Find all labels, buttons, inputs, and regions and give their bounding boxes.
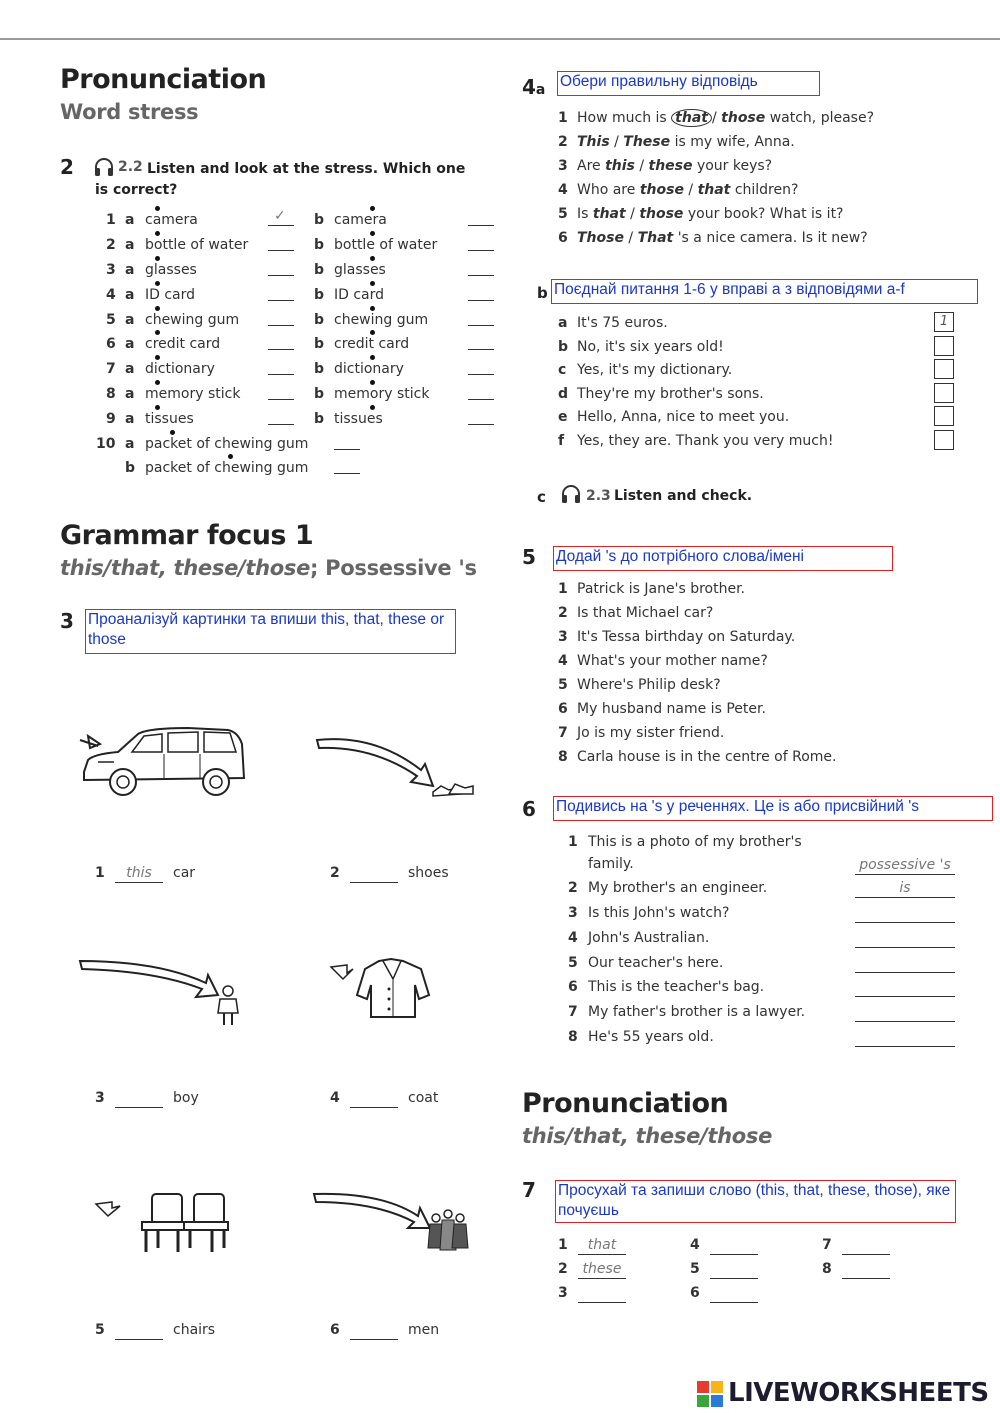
ex5-item-number: 4: [558, 653, 568, 669]
ex5-item-number: 7: [558, 725, 568, 741]
ex2-letter-b: b: [314, 287, 325, 303]
ex2-letter-a: a: [125, 411, 135, 427]
ex2-option-a: ID card: [145, 287, 196, 303]
ex2-item-number: 6: [106, 336, 116, 352]
ex4a-item-text: 's a nice camera. Is it new?: [673, 230, 868, 246]
ex5-item-number: 2: [558, 605, 568, 621]
ex4a-separator: /: [609, 134, 624, 150]
ex4a-number: 4a: [522, 75, 546, 99]
ex2-item-number: 10: [96, 436, 116, 452]
ex7-item-number: 6: [690, 1285, 700, 1301]
ex3-item-word: car: [173, 865, 196, 881]
ex6-item-number: 4: [568, 930, 578, 946]
ex6-item-text: My father's brother is a lawyer.: [588, 1004, 806, 1020]
ex2-option-b: tissues: [334, 411, 383, 427]
stress-dot: [370, 306, 375, 311]
ex6-answer-input[interactable]: [855, 955, 955, 973]
ex3-item-word: men: [408, 1322, 440, 1338]
ex4a-item-number: 2: [558, 134, 568, 150]
ex2-answer-a[interactable]: [268, 348, 294, 350]
ex5-item-text[interactable]: Carla house is in the centre of Rome.: [577, 749, 837, 765]
arrow-to-men-picture: [312, 1186, 472, 1266]
ex2-item-number: 2: [106, 237, 116, 253]
ex7-item-number: 8: [822, 1261, 832, 1277]
ex2-option-a: camera: [145, 212, 198, 228]
arrow-to-shoes-picture: [315, 730, 475, 800]
ex3-item-number: 2: [330, 865, 340, 881]
ex2-item-number: 5: [106, 312, 116, 328]
ex6-item-text: This is a photo of my brother's: [588, 834, 802, 850]
ex6-item-text: Our teacher's here.: [588, 955, 724, 971]
ex4b-item-text: They're my brother's sons.: [577, 385, 764, 402]
ex3-item-number: 6: [330, 1322, 340, 1338]
ex4a-item-text: your book? What is it?: [683, 206, 844, 222]
ex2-option-b: credit card: [334, 336, 410, 352]
ex2-letter-a: a: [125, 361, 135, 377]
ex4a-separator: /: [623, 230, 638, 246]
ex2-answer-b[interactable]: [468, 274, 494, 276]
stress-dot: [155, 330, 160, 335]
ex4b-item-letter: b: [558, 338, 569, 355]
ex2-option-b: ID card: [334, 287, 385, 303]
ex4a-item: [577, 110, 874, 126]
ex4a-item-text: Who are: [577, 182, 640, 198]
arrow-to-boy-picture: [78, 955, 248, 1030]
ex7-instruction-field[interactable]: Просухай та запиши слово (this, that, these, those), яке почуєшь: [555, 1180, 956, 1223]
ex2-number: 2: [60, 155, 74, 179]
ex3-item-number: 3: [95, 1090, 105, 1106]
ex2-audio-track: 2.2: [118, 159, 143, 175]
top-rule: [0, 38, 1000, 40]
ex4b-answer-box[interactable]: [934, 406, 954, 426]
ex3-item-word: chairs: [173, 1322, 216, 1338]
ex2-letter-a: a: [125, 212, 135, 228]
ex6-answer-input[interactable]: [855, 979, 955, 997]
ex6-item-text-cont: family.: [588, 856, 634, 872]
ex2-letter-b: b: [125, 460, 136, 476]
ex2-letter-b: b: [314, 411, 325, 427]
ex2-letter-b: b: [314, 212, 325, 228]
ex4a-item-text: children?: [730, 182, 799, 198]
ex4a-instruction-field[interactable]: Обери правильну відповідь: [557, 71, 820, 96]
ex4a-item: [577, 182, 798, 198]
ex4a-option-1[interactable]: that: [592, 206, 626, 222]
ex4a-option-2[interactable]: these: [648, 158, 693, 174]
stress-dot: [155, 380, 160, 385]
ex5-item-text[interactable]: Is that Michael car?: [577, 605, 714, 621]
ex4a-item-number: 5: [558, 206, 568, 222]
ex2-letter-b: b: [314, 237, 325, 253]
ex5-item-text[interactable]: Jo is my sister friend.: [577, 725, 725, 741]
ex4b-item-text: Hello, Anna, nice to meet you.: [577, 409, 790, 425]
ex4a-item: [577, 230, 868, 246]
ex4b-answer-box[interactable]: [934, 430, 954, 450]
ex2-option-a: glasses: [145, 262, 197, 278]
ex2-answer-a[interactable]: [268, 324, 294, 326]
pronunciation-2-subtitle: this/that, these/those: [522, 1124, 773, 1148]
ex3-answer-input[interactable]: [115, 1322, 163, 1340]
ex4a-item: [577, 134, 795, 150]
ex7-item-number: 7: [822, 1237, 832, 1253]
ex2-option-b: dictionary: [334, 361, 404, 377]
ex5-item-number: 1: [558, 581, 568, 597]
ex2-answer-b[interactable]: [334, 472, 360, 474]
ex2-option-b: camera: [334, 212, 387, 228]
stress-dot: [155, 231, 160, 236]
liveworksheets-logo-icon: [697, 1381, 723, 1407]
stress-dot: [370, 206, 375, 211]
ex2-item-number: 3: [106, 262, 116, 278]
ex2-item-number: 9: [106, 411, 116, 427]
ex4a-item-text: watch, please?: [765, 110, 875, 126]
ex4a-option-2[interactable]: those: [721, 110, 766, 126]
ex3-answer-input[interactable]: [350, 865, 398, 883]
stress-dot: [155, 355, 160, 360]
ex4c-instruction: Listen and check.: [614, 488, 753, 504]
ex5-item-text[interactable]: Where's Philip desk?: [577, 677, 721, 693]
stress-dot: [155, 206, 160, 211]
ex5-item-text[interactable]: What's your mother name?: [577, 653, 768, 669]
ex6-item-text: Is this John's watch?: [588, 905, 730, 921]
ex4a-item-number: 4: [558, 182, 568, 198]
ex4a-item-text: is my wife, Anna.: [670, 134, 795, 150]
ex4a-item-number: 3: [558, 158, 568, 174]
ex2-letter-a: a: [125, 287, 135, 303]
grammar-focus-title: Grammar focus 1: [60, 520, 314, 551]
ex4b-item-text: Yes, it's my dictionary.: [577, 362, 733, 378]
ex4c-audio-track: 2.3: [586, 488, 611, 504]
ex4a-separator: /: [634, 158, 649, 174]
ex4b-item-text: It's 75 euros.: [577, 315, 668, 331]
ex6-item-number: 3: [568, 905, 578, 921]
ex5-item-number: 5: [558, 677, 568, 693]
ex7-answer-input[interactable]: [842, 1237, 890, 1255]
ex2-option-a: bottle of water: [145, 237, 249, 253]
ex6-item-number: 7: [568, 1004, 578, 1020]
ex4b-answer-box[interactable]: [934, 383, 954, 403]
headphones-icon: [560, 484, 582, 504]
ex4b-answer-box[interactable]: [934, 336, 954, 356]
ex6-item-text: He's 55 years old.: [588, 1029, 714, 1045]
ex2-option-a: chewing gum: [145, 312, 240, 328]
ex2-answer-b[interactable]: [468, 299, 494, 301]
stress-dot: [370, 330, 375, 335]
ex2-instruction: Listen and look at the stress. Which one is correct?: [95, 161, 466, 198]
pronunciation-title: Pronunciation: [60, 64, 267, 95]
stress-dot: [370, 256, 375, 261]
coat-picture: [325, 955, 435, 1030]
ex7-answer-input[interactable]: [710, 1261, 758, 1279]
ex2-option-b: chewing gum: [334, 312, 429, 328]
ex6-answer-input[interactable]: [855, 1029, 955, 1047]
ex2-option-a: credit card: [145, 336, 221, 352]
ex5-item-text[interactable]: It's Tessa birthday on Saturday.: [577, 629, 796, 645]
ex5-number: 5: [522, 545, 536, 569]
ex5-item-number: 3: [558, 629, 568, 645]
ex4b-item-letter: a: [558, 315, 568, 331]
ex7-item-number: 5: [690, 1261, 700, 1277]
ex2-option-a: memory stick: [145, 386, 241, 402]
pronunciation-subtitle: Word stress: [60, 100, 199, 124]
ex2-letter-b: b: [314, 336, 325, 352]
ex7-answer-input[interactable]: that: [578, 1237, 626, 1255]
ex2-answer-b[interactable]: [468, 373, 494, 375]
ex2-answer-a[interactable]: [268, 398, 294, 400]
ex7-item-number: 3: [558, 1285, 568, 1301]
ex6-answer-input[interactable]: possessive 's: [855, 857, 955, 875]
ex2-answer-b[interactable]: [468, 348, 494, 350]
ex2-option-b: memory stick: [334, 386, 430, 402]
ex6-item-text: This is the teacher's bag.: [588, 979, 765, 995]
ex2-item-number: 1: [106, 212, 116, 228]
ex4a-option-2[interactable]: That: [637, 230, 674, 246]
ex4a-option-1[interactable]: that: [671, 109, 712, 127]
ex2-answer-a[interactable]: [268, 423, 294, 425]
ex3-item-number: 5: [95, 1322, 105, 1338]
ex6-item-text: John's Australian.: [588, 930, 710, 946]
ex2-answer-b[interactable]: [468, 324, 494, 326]
ex5-item-text[interactable]: My husband name is Peter.: [577, 701, 766, 717]
ex2-letter-a: a: [125, 312, 135, 328]
ex4a-separator: /: [683, 182, 698, 198]
ex2-answer-b[interactable]: [468, 224, 494, 226]
ex2-letter-a: a: [125, 386, 135, 402]
chairs-picture: [92, 1188, 242, 1258]
ex2-answer-b[interactable]: [468, 423, 494, 425]
ex2-answer-a[interactable]: [334, 448, 360, 450]
ex7-answer-input[interactable]: [710, 1285, 758, 1303]
ex3-item-number: 1: [95, 865, 105, 881]
liveworksheets-logo[interactable]: LIVEWORKSHEETS: [728, 1378, 989, 1408]
ex4b-item-letter: c: [558, 362, 567, 378]
ex2-answer-a[interactable]: [268, 249, 294, 251]
ex4a-option-2[interactable]: These: [623, 134, 671, 150]
grammar-focus-subtitle: this/that, these/those; Possessive 's: [60, 556, 477, 580]
stress-dot: [370, 281, 375, 286]
stress-dot: [370, 405, 375, 410]
ex5-item-number: 6: [558, 701, 568, 717]
ex7-answer-input[interactable]: these: [578, 1261, 626, 1279]
ex4a-item-text: your keys?: [692, 158, 773, 174]
ex2-option-b: bottle of water: [334, 237, 438, 253]
ex4b-item-letter: f: [558, 432, 565, 449]
ex2-option-a: tissues: [145, 411, 194, 427]
stress-dot: [155, 256, 160, 261]
stress-dot: [155, 405, 160, 410]
ex2-letter-a: a: [125, 262, 135, 278]
ex2-item-number: 4: [106, 287, 116, 303]
ex2-answer-a[interactable]: [268, 299, 294, 301]
ex3-item-word: coat: [408, 1090, 439, 1106]
ex5-item-number: 8: [558, 749, 568, 765]
ex6-number: 6: [522, 797, 536, 821]
ex6-answer-input[interactable]: [855, 930, 955, 948]
ex2-option-b: packet of chewing gum: [145, 460, 309, 476]
ex4a-item-text: Is: [577, 206, 593, 222]
ex7-answer-input[interactable]: [842, 1261, 890, 1279]
ex4a-item-text: Are: [577, 158, 606, 174]
ex4a-item: [577, 158, 772, 174]
ex6-answer-input[interactable]: [855, 905, 955, 923]
ex2-item-number: 7: [106, 361, 116, 377]
ex4c-letter: c: [537, 488, 546, 506]
ex2-answer-b[interactable]: [468, 398, 494, 400]
ex7-item-number: 2: [558, 1261, 568, 1277]
ex4a-separator: /: [711, 110, 722, 126]
ex4a-option-1[interactable]: This: [577, 134, 610, 150]
ex4a-item: [577, 206, 844, 222]
ex2-option-a: packet of chewing gum: [145, 436, 309, 452]
ex4b-item-text: Yes, they are. Thank you very much!: [577, 432, 834, 449]
stress-dot: [155, 306, 160, 311]
ex4b-letter: b: [537, 284, 548, 302]
ex6-item-text: My brother's an engineer.: [588, 880, 768, 896]
check-mark-icon: ✓: [274, 208, 286, 224]
ex4b-item-letter: d: [558, 385, 569, 402]
ex4a-option-1[interactable]: Those: [577, 230, 624, 246]
stress-dot: [170, 430, 175, 435]
ex3-instruction-field[interactable]: Проаналізуй картинки та впиши this, that, these or those: [85, 609, 456, 654]
ex2-item-number: 8: [106, 386, 116, 402]
ex6-instruction-field[interactable]: Подивись на 's у реченнях. Це is або присвійний 's: [553, 796, 993, 821]
ex4a-separator: /: [625, 206, 640, 222]
ex4a-option-2[interactable]: those: [639, 206, 684, 222]
ex4a-item-text: How much is: [577, 110, 672, 126]
ex2-letter-b: b: [314, 386, 325, 402]
stress-dot: [370, 231, 375, 236]
ex4a-option-1[interactable]: this: [605, 158, 635, 174]
car-picture: [78, 722, 248, 802]
ex6-answer-input[interactable]: [855, 1004, 955, 1022]
ex3-answer-input[interactable]: [350, 1322, 398, 1340]
ex7-item-number: 4: [690, 1237, 700, 1253]
ex2-letter-b: b: [314, 361, 325, 377]
ex4a-option-2[interactable]: that: [697, 182, 731, 198]
ex4a-item-number: 6: [558, 230, 568, 246]
ex6-item-number: 5: [568, 955, 578, 971]
ex7-item-number: 1: [558, 1237, 568, 1253]
ex3-item-word: shoes: [408, 865, 449, 881]
ex4a-option-1[interactable]: those: [639, 182, 684, 198]
stress-dot: [370, 380, 375, 385]
ex4b-answer-box[interactable]: 1: [934, 312, 954, 332]
ex6-answer-input[interactable]: is: [855, 880, 955, 898]
ex6-item-number: 2: [568, 880, 578, 896]
ex3-item-number: 4: [330, 1090, 340, 1106]
ex5-item-text[interactable]: Patrick is Jane's brother.: [577, 581, 745, 597]
ex2-answer-a[interactable]: [268, 224, 294, 226]
ex2-letter-a: a: [125, 237, 135, 253]
ex6-item-number: 6: [568, 979, 578, 995]
stress-dot: [370, 355, 375, 360]
ex4b-item-letter: e: [558, 409, 568, 425]
ex4b-item-text: No, it's six years old!: [577, 338, 724, 355]
stress-dot: [228, 454, 233, 459]
ex2-letter-b: b: [314, 312, 325, 328]
ex2-answer-a[interactable]: [268, 274, 294, 276]
ex6-item-number: 8: [568, 1029, 578, 1045]
ex2-letter-a: a: [125, 436, 135, 452]
stress-dot: [155, 281, 160, 286]
ex4b-answer-box[interactable]: [934, 359, 954, 379]
ex3-item-word: boy: [173, 1090, 199, 1106]
ex3-answer-input[interactable]: [350, 1090, 398, 1108]
ex4b-instruction-field[interactable]: Поєднай питання 1-6 у вправі а з відповідями а-f: [551, 279, 978, 304]
ex5-instruction-field[interactable]: Додай 's до потрібного слова/імені: [553, 546, 893, 571]
ex7-answer-input[interactable]: [578, 1285, 626, 1303]
ex2-option-b: glasses: [334, 262, 386, 278]
ex3-number: 3: [60, 609, 74, 633]
ex4a-item-number: 1: [558, 110, 568, 126]
ex2-option-a: dictionary: [145, 361, 215, 377]
ex7-number: 7: [522, 1178, 536, 1202]
ex6-item-number: 1: [568, 834, 578, 850]
ex2-letter-b: b: [314, 262, 325, 278]
ex3-answer-input[interactable]: this: [115, 865, 163, 883]
pronunciation-2-title: Pronunciation: [522, 1088, 729, 1119]
ex3-answer-input[interactable]: [115, 1090, 163, 1108]
ex2-answer-b[interactable]: [468, 249, 494, 251]
ex2-answer-a[interactable]: [268, 373, 294, 375]
ex7-answer-input[interactable]: [710, 1237, 758, 1255]
ex2-letter-a: a: [125, 336, 135, 352]
